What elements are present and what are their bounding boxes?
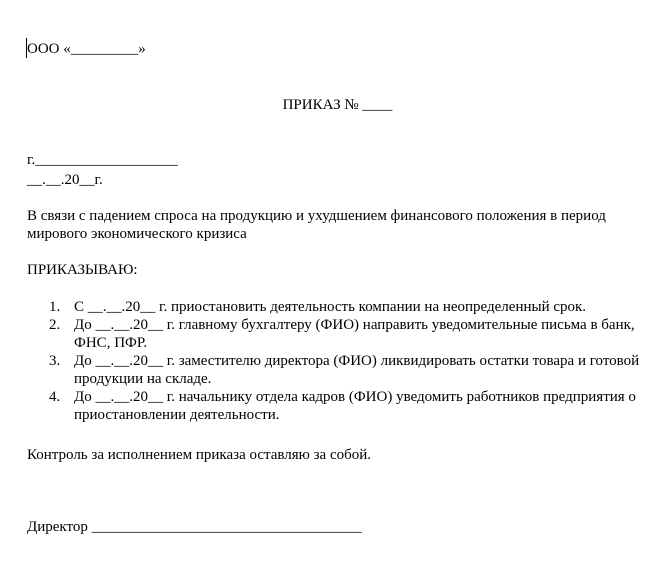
control-statement[interactable]: Контроль за исполнением приказа оставляю за собой. [27, 447, 372, 463]
city-field[interactable]: г.___________________ [27, 152, 178, 168]
list-item[interactable] [27, 298, 657, 316]
list-item-number: 4. [49, 389, 61, 405]
preamble-paragraph[interactable]: В связи с падением спроса на продукцию и ухудшением финансового положения в период мирового экономического кризиса [27, 208, 606, 242]
director-signature-line[interactable]: Директор ____________________________________ [27, 519, 362, 535]
list-item-number: 3. [49, 353, 61, 369]
list-item[interactable] [27, 352, 657, 388]
list-item-text[interactable]: До __.__.20__ г. главному бухгалтеру (ФИО) направить уведомительные письма в банк, ФНС, ПФР. [74, 317, 635, 351]
order-items-list [27, 298, 657, 424]
company-name[interactable]: ООО «_________» [27, 41, 146, 57]
order-heading[interactable]: ПРИКАЗЫВАЮ: [27, 262, 138, 278]
date-field[interactable]: __.__.20__г. [27, 172, 103, 188]
list-item-text[interactable]: До __.__.20__ г. начальнику отдела кадров (ФИО) уведомить работников предприятия о приостановлении деятельности. [74, 389, 636, 423]
list-item[interactable] [27, 388, 657, 424]
list-item-number: 2. [49, 317, 61, 333]
list-item[interactable] [27, 316, 657, 352]
list-item-text[interactable]: С __.__.20__ г. приостановить деятельность компании на неопределенный срок. [74, 299, 587, 315]
list-item-text[interactable]: До __.__.20__ г. заместителю директора (ФИО) ликвидировать остатки товара и готовой продукции на складе. [74, 353, 640, 387]
list-item-number: 1. [49, 299, 61, 315]
order-title[interactable]: ПРИКАЗ № ____ [282, 97, 393, 113]
